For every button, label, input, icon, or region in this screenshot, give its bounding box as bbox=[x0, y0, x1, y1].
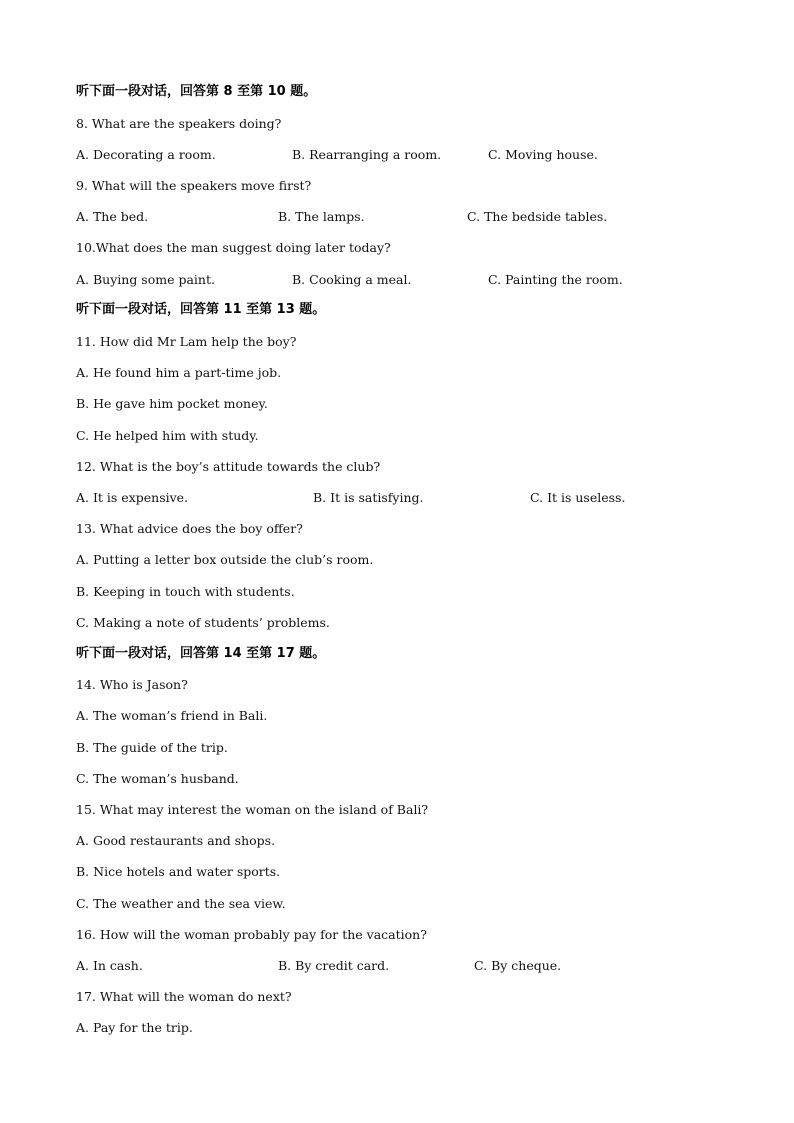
question-14: 14. Who is Jason? bbox=[76, 677, 188, 692]
q16-option-a: A. In cash. bbox=[76, 958, 143, 973]
q14-option-b: B. The guide of the trip. bbox=[76, 740, 228, 755]
q8-option-c: C. Moving house. bbox=[488, 147, 598, 162]
q10-option-b: B. Cooking a meal. bbox=[292, 272, 412, 287]
question-15: 15. What may interest the woman on the island of Bali? bbox=[76, 802, 429, 817]
q13-option-a: A. Putting a letter box outside the club’s room. bbox=[76, 552, 374, 567]
q12-option-a: A. It is expensive. bbox=[76, 490, 189, 505]
question-11: 11. How did Mr Lam help the boy? bbox=[76, 334, 297, 349]
q8-option-b: B. Rearranging a room. bbox=[292, 147, 442, 162]
q11-option-b: B. He gave him pocket money. bbox=[76, 396, 268, 411]
question-8: 8. What are the speakers doing? bbox=[76, 116, 282, 131]
q10-option-c: C. Painting the room. bbox=[488, 272, 623, 287]
question-12: 12. What is the boy’s attitude towards the club? bbox=[76, 459, 381, 474]
section-heading: 听下面一段对话，回答第 14 至第 17 题。 bbox=[76, 646, 326, 661]
q13-option-c: C. Making a note of students’ problems. bbox=[76, 615, 330, 630]
question-13: 13. What advice does the boy offer? bbox=[76, 521, 303, 536]
q14-option-a: A. The woman’s friend in Bali. bbox=[76, 708, 268, 723]
q11-option-c: C. He helped him with study. bbox=[76, 428, 259, 443]
q9-option-c: C. The bedside tables. bbox=[467, 209, 608, 224]
q15-option-c: C. The weather and the sea view. bbox=[76, 896, 286, 911]
q9-option-a: A. The bed. bbox=[76, 209, 149, 224]
question-17: 17. What will the woman do next? bbox=[76, 989, 292, 1004]
q16-option-b: B. By credit card. bbox=[278, 958, 390, 973]
q8-option-a: A. Decorating a room. bbox=[76, 147, 216, 162]
question-10: 10.What does the man suggest doing later today? bbox=[76, 240, 391, 255]
q17-option-a: A. Pay for the trip. bbox=[76, 1020, 193, 1035]
section-heading: 听下面一段对话，回答第 11 至第 13 题。 bbox=[76, 302, 326, 317]
q11-option-a: A. He found him a part-time job. bbox=[76, 365, 282, 380]
q9-option-b: B. The lamps. bbox=[278, 209, 365, 224]
q15-option-a: A. Good restaurants and shops. bbox=[76, 833, 276, 848]
q12-option-b: B. It is satisfying. bbox=[313, 490, 424, 505]
q15-option-b: B. Nice hotels and water sports. bbox=[76, 864, 281, 879]
q10-option-a: A. Buying some paint. bbox=[76, 272, 215, 287]
q13-option-b: B. Keeping in touch with students. bbox=[76, 584, 295, 599]
q14-option-c: C. The woman’s husband. bbox=[76, 771, 239, 786]
q12-option-c: C. It is useless. bbox=[530, 490, 626, 505]
question-16: 16. How will the woman probably pay for the vacation? bbox=[76, 927, 427, 942]
question-9: 9. What will the speakers move first? bbox=[76, 178, 312, 193]
q16-option-c: C. By cheque. bbox=[474, 958, 562, 973]
section-heading: 听下面一段对话，回答第 8 至第 10 题。 bbox=[76, 84, 317, 99]
